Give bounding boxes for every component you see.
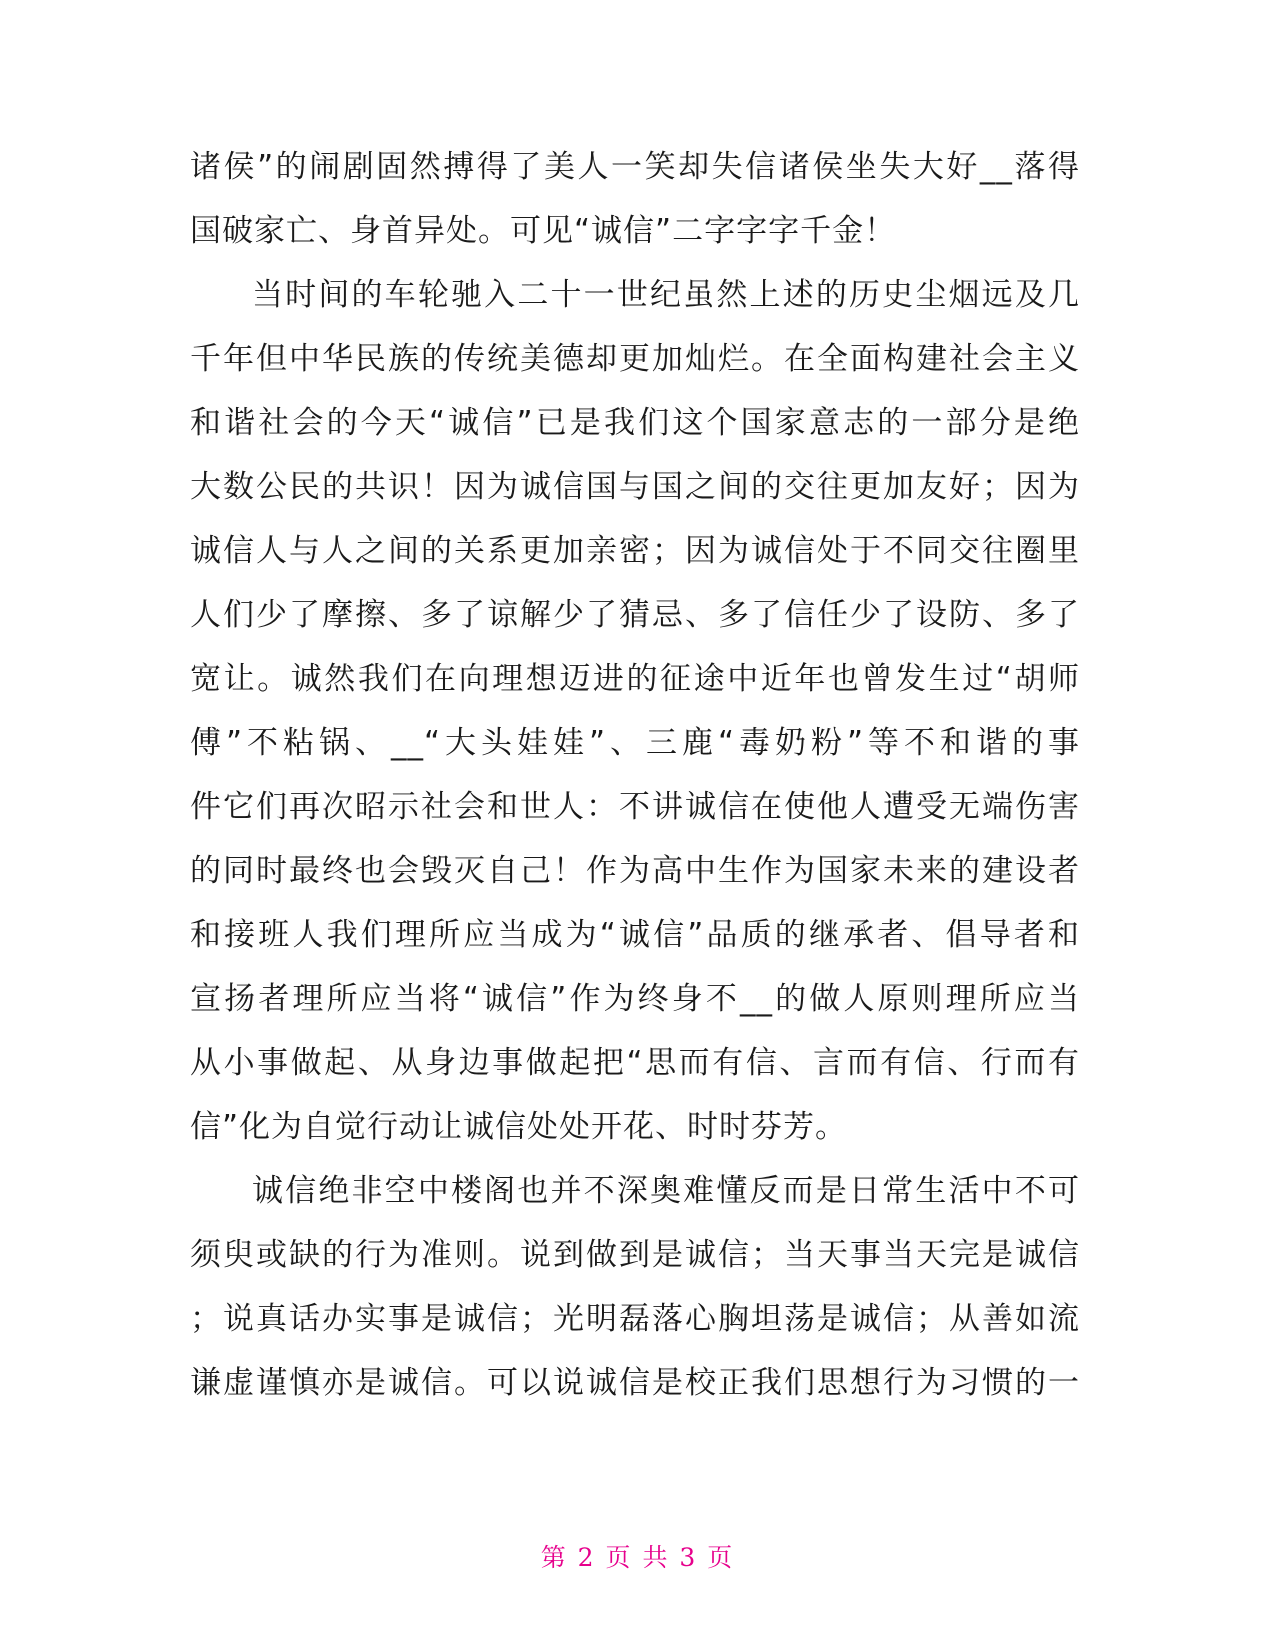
text-line: 的同时最终也会毁灭自己！作为高中生作为国家未来的建设者 — [190, 853, 1080, 889]
paragraph-2 — [190, 263, 1080, 1159]
text-line: 当时间的车轮驰入二十一世纪虽然上述的历史尘烟远及几 — [252, 277, 1080, 313]
text-line: 宽让。诚然我们在向理想迈进的征途中近年也曾发生过“胡师 — [190, 661, 1080, 697]
text-line: 宣扬者理所应当将“诚信”作为终身不__的做人原则理所应当 — [190, 981, 1080, 1017]
text-line: 国破家亡、身首异处。可见“诚信”二字字字千金！ — [190, 213, 897, 249]
paragraph-3 — [190, 1159, 1080, 1415]
text-line: 须臾或缺的行为准则。说到做到是诚信；当天事当天完是诚信 — [190, 1237, 1080, 1273]
text-line: 件它们再次昭示社会和世人：不讲诚信在使他人遭受无端伤害 — [190, 789, 1080, 825]
text-line: ；说真话办实事是诚信；光明磊落心胸坦荡是诚信；从善如流 — [190, 1301, 1080, 1337]
text-line: 和接班人我们理所应当成为“诚信”品质的继承者、倡导者和 — [190, 917, 1080, 953]
text-line: 千年但中华民族的传统美德却更加灿烂。在全面构建社会主义 — [190, 341, 1080, 377]
text-line: 和谐社会的今天“诚信”已是我们这个国家意志的一部分是绝 — [190, 405, 1080, 441]
text-line: 从小事做起、从身边事做起把“思而有信、言而有信、行而有 — [190, 1045, 1080, 1081]
text-line: 诸侯”的闹剧固然搏得了美人一笑却失信诸侯坐失大好__落得 — [190, 149, 1080, 185]
text-line: 傅”不粘锅、__“大头娃娃”、三鹿“毒奶粉”等不和谐的事 — [190, 725, 1080, 761]
document-body — [190, 135, 1080, 1415]
paragraph-1 — [190, 135, 1080, 263]
text-line: 信”化为自觉行动让诚信处处开花、时时芬芳。 — [190, 1109, 848, 1145]
text-line: 谦虚谨慎亦是诚信。可以说诚信是校正我们思想行为习惯的一 — [190, 1365, 1080, 1401]
text-line: 大数公民的共识！因为诚信国与国之间的交往更加友好；因为 — [190, 469, 1080, 505]
text-line: 诚信人与人之间的关系更加亲密；因为诚信处于不同交往圈里 — [190, 533, 1080, 569]
text-line: 诚信绝非空中楼阁也并不深奥难懂反而是日常生活中不可 — [252, 1173, 1080, 1209]
text-line: 人们少了摩擦、多了谅解少了猜忌、多了信任少了设防、多了 — [190, 597, 1080, 633]
page-footer: 第 2 页 共 3 页 — [540, 1543, 735, 1572]
